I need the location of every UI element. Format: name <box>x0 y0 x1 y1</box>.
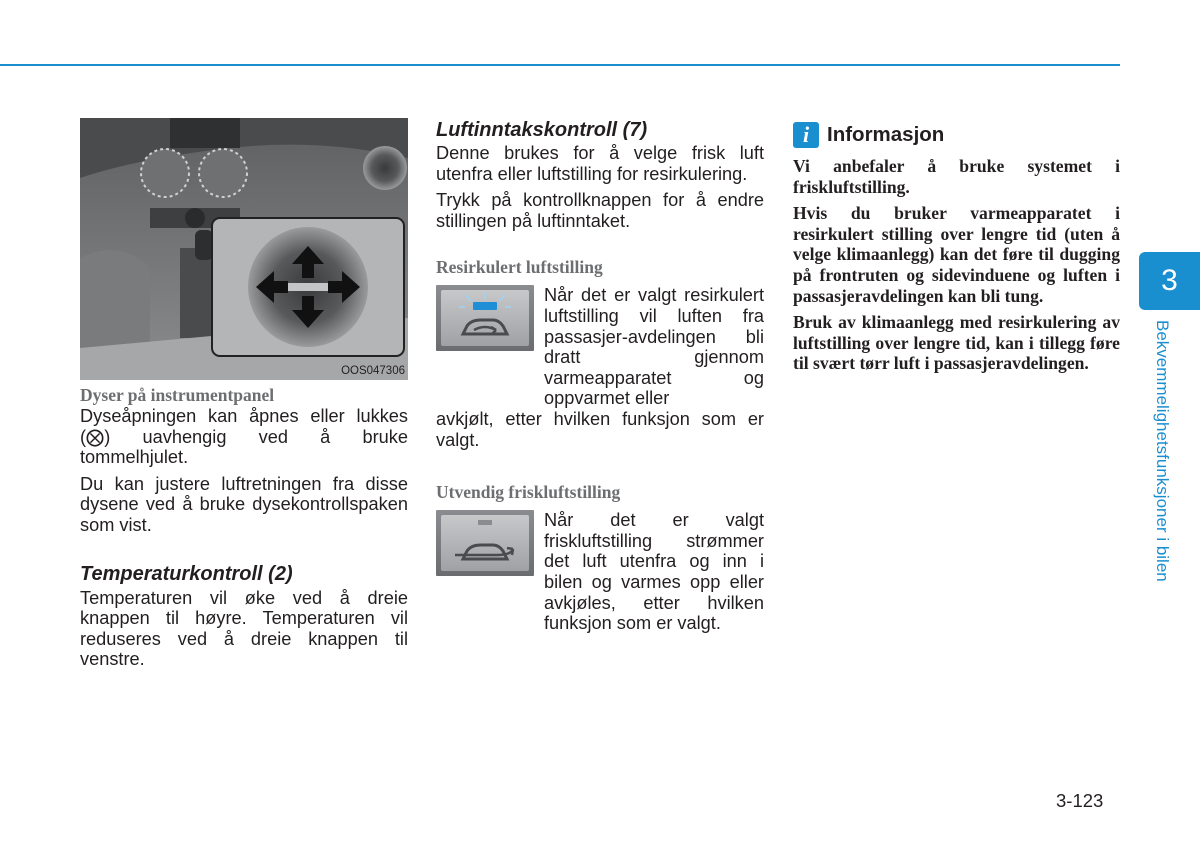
temperature-paragraph: Temperaturen vil øke ved å dreie knappen til høyre. Temperaturen vil reduseres ved å dreie knappen til venstre. <box>80 587 408 670</box>
vent-paragraph-2: Du kan justere luftretningen fra disse dysene ved å bruke dysekontrollspaken som vist. <box>80 473 408 535</box>
page-number: 3-123 <box>1056 790 1104 811</box>
middle-column <box>436 118 764 634</box>
vent-paragraph-1: Dyseåpningen kan åpnes eller lukkes (⨂) uavhengig ved å bruke tommelhjulet. <box>80 406 408 468</box>
info-title: Informasjon <box>827 123 945 146</box>
temperature-heading: Temperaturkontroll (2) <box>80 562 293 585</box>
air-intake-paragraph-2: Trykk på kontrollknappen for å endre stillingen på luftinntaket. <box>436 190 764 231</box>
info-paragraph-3: Bruk av klimaanlegg med resirkulering av luftstilling over lengre tid, kan i tillegg føre til svært tørr luft i passasjeravdelingen. <box>793 312 1120 374</box>
recirculation-text: Når det er valgt resirkulert luftstilling vil luften fra passasjer-avdelingen bli dratt gjennom varmeapparatet og oppvarmet eller <box>544 285 764 409</box>
recirculation-heading: Resirkulert luftstilling <box>436 257 603 278</box>
recirculation-block <box>436 285 764 409</box>
dashboard-vent-illustration <box>80 118 408 380</box>
air-intake-heading: Luftinntakskontroll (7) <box>436 119 648 141</box>
recirculation-mode-icon <box>436 285 534 351</box>
info-paragraph-2: Hvis du bruker varmeapparatet i resirkulert stilling over lengre tid (uten å velge klimaanlegg) kan det føre til dugging på frontruten og sidevinduene og luften i passasjeravdelingen kan bli tung. <box>793 203 1120 306</box>
fresh-air-text: Når det er valgt friskluftstilling strømmer det luft utenfra og inn i bilen og varmes opp eller avkjøles, etter hvilken funksjon som er valgt. <box>544 510 764 634</box>
photo-code: OOS047306 <box>341 365 405 377</box>
fresh-air-heading: Utvendig friskluftstilling <box>436 482 621 503</box>
header-rule <box>0 64 1120 66</box>
dashboard-photo <box>80 118 408 380</box>
left-column <box>80 118 408 670</box>
fresh-air-mode-icon <box>436 510 534 576</box>
chapter-label: Bekvemmelighetsfunksjoner i bilen <box>1153 320 1172 582</box>
chapter-tab: 3 <box>1139 252 1200 310</box>
air-intake-paragraph-1: Denne brukes for å velge frisk luft utenfra eller luftstilling for resirkulering. <box>436 143 764 184</box>
info-paragraph-1: Vi anbefaler å bruke systemet i friskluftstilling. <box>793 156 1120 197</box>
photo-caption: Dyser på instrumentpanel <box>80 385 275 405</box>
right-column <box>793 122 1120 374</box>
info-icon: i <box>793 122 819 148</box>
info-header <box>793 122 1120 148</box>
fresh-air-block <box>436 510 764 634</box>
recirculation-text-continued: avkjølt, etter hvilken funksjon som er valgt. <box>436 408 764 450</box>
